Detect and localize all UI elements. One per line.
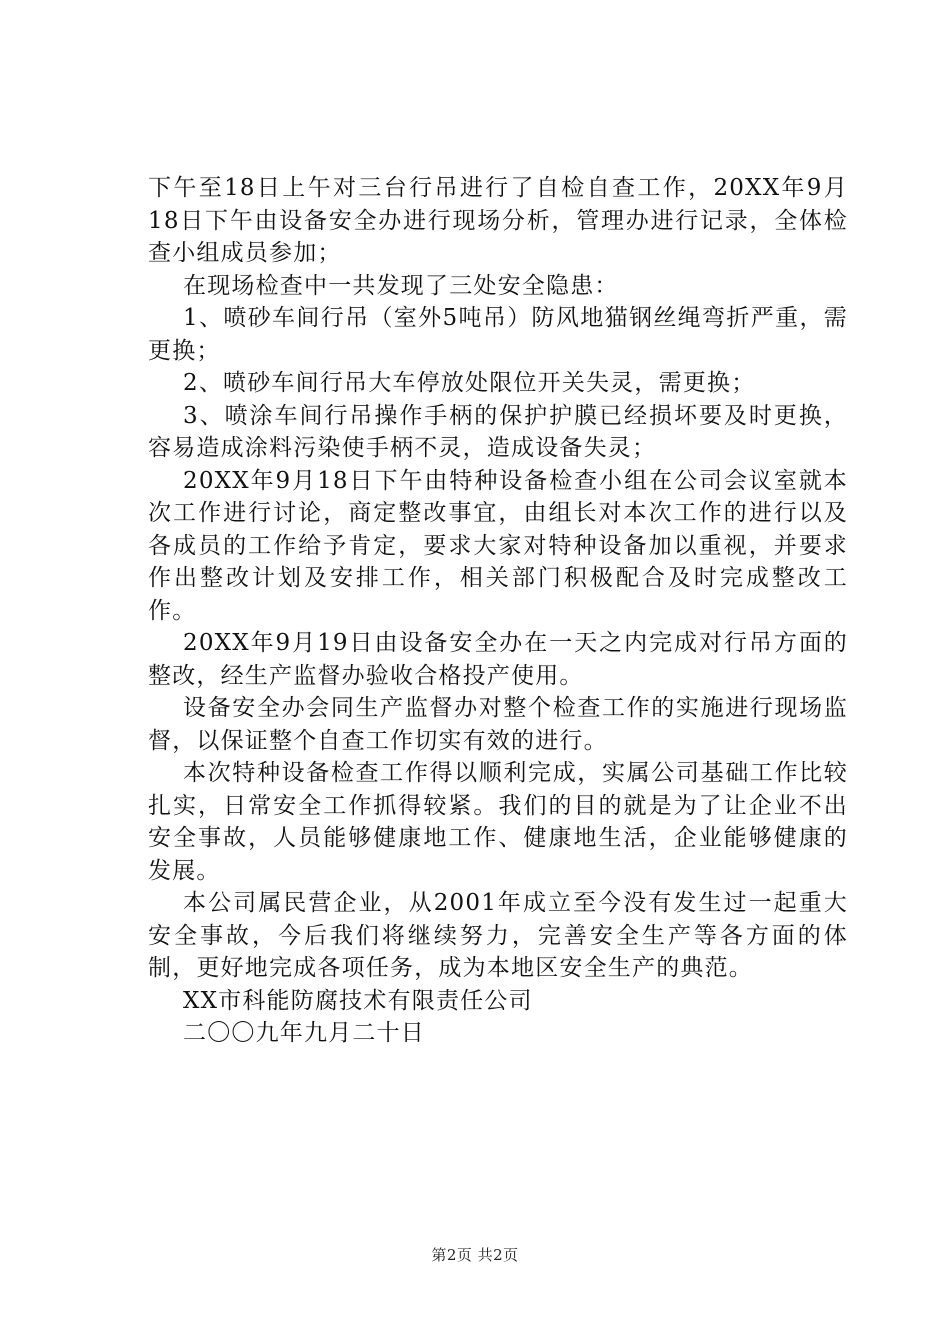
paragraph-5: 3、喷涂车间行吊操作手柄的保护护膜已经损坏要及时更换，容易造成涂料污染使手柄不灵，造成设备失灵； xyxy=(148,402,848,461)
paragraph-2: 在现场检查中一共发现了三处安全隐患： xyxy=(183,272,619,299)
paragraph-8: 设备安全办会同生产监督办对整个检查工作的实施进行现场监督，以保证整个自查工作切实有效的进行。 xyxy=(148,695,848,754)
paragraph-6: 20XX年9月18日下午由特种设备检查小组在公司会议室就本次工作进行讨论，商定整改事宜，由组长对本次工作的进行以及各成员的工作给予肯定，要求大家对特种设备加以重视，并要求作出整改计划及安排工作，相关部门积极配合及时完成整改工作。 xyxy=(148,467,848,624)
signature-date: 二〇〇九年九月二十日 xyxy=(183,1020,425,1046)
paragraph-10: 本公司属民营企业，从2001年成立至今没有发生过一起重大安全事故，今后我们将继续努力，完善安全生产等各方面的体制，更好地完成各项任务，成为本地区安全生产的典范。 xyxy=(148,890,848,981)
signature-company: XX市科能防腐技术有限责任公司 xyxy=(183,987,533,1014)
paragraph-4: 2、喷砂车间行吊大车停放处限位开关失灵，需更换； xyxy=(183,370,756,396)
paragraph-7: 20XX年9月19日由设备安全办在一天之内完成对行吊方面的整改，经生产监督办验收合格投产使用。 xyxy=(148,630,848,689)
paragraph-1: 下午至18日上午对三台行吊进行了自检自查工作，20XX年9月18日下午由设备安全办进行现场分析，管理办进行记录，全体检查小组成员参加； xyxy=(148,175,848,266)
paragraph-3: 1、喷砂车间行吊（室外5吨吊）防风地猫钢丝绳弯折严重，需更换； xyxy=(148,305,848,364)
paragraph-9: 本次特种设备检查工作得以顺利完成，实属公司基础工作比较扎实，日常安全工作抓得较紧。我们的目的就是为了让企业不出安全事故，人员能够健康地工作、健康地生活，企业能够健康的发展。 xyxy=(148,760,848,884)
page-footer: 第2页 共2页 xyxy=(431,1246,519,1264)
document-body xyxy=(148,172,848,1050)
